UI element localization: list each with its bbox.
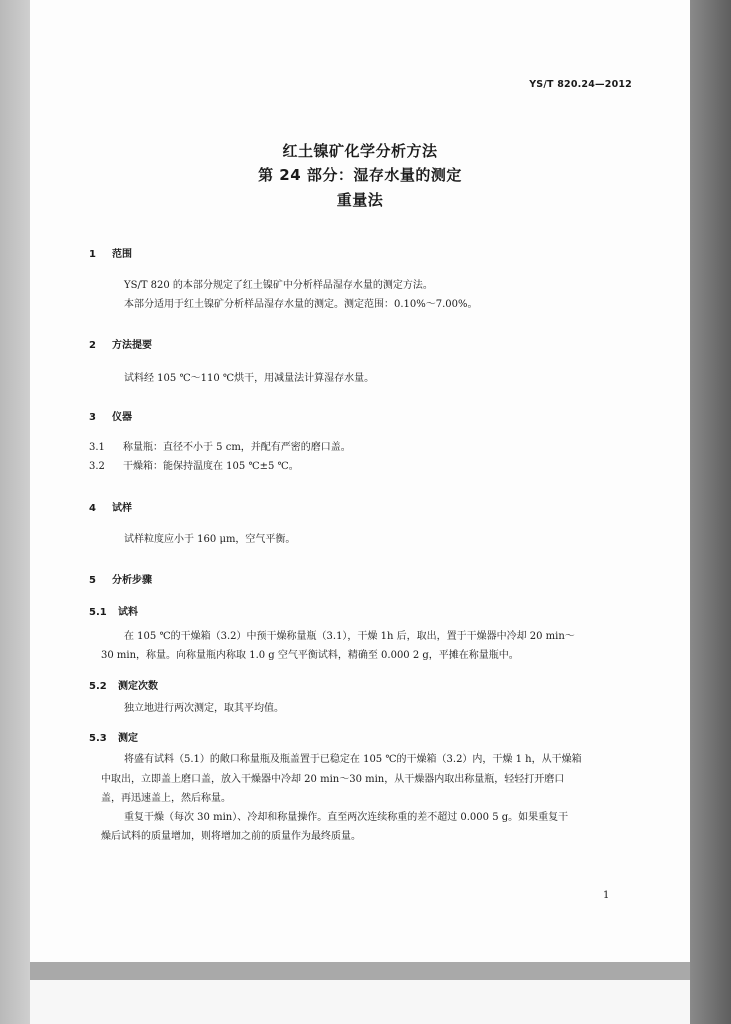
section-title: 试样 <box>112 503 132 514</box>
page-number: 1 <box>603 890 610 901</box>
viewer-right-margin <box>690 0 731 1024</box>
section-title: 分析步骤 <box>112 575 152 586</box>
section-title: 仪器 <box>112 412 132 423</box>
paragraph-line: 30 min，称量。向称量瓶内称取 1.0 g 空气平衡试料，精确至 0.000 2 g，平摊在称量瓶中。 <box>101 650 519 661</box>
subsection-5-3-heading <box>89 729 138 744</box>
paragraph-line: 在 105 ℃的干燥箱（3.2）中预干燥称量瓶（3.1），干燥 1h 后，取出，置于干燥器中冷却 20 min～ <box>124 631 575 642</box>
viewer-left-margin <box>0 0 30 1024</box>
section-2-heading <box>89 336 152 351</box>
paragraph-line: 独立地进行两次测定，取其平均值。 <box>124 703 284 714</box>
section-title: 范围 <box>112 249 132 260</box>
next-page-edge <box>30 980 690 1024</box>
section-number: 3 <box>89 412 96 423</box>
section-number: 2 <box>89 340 96 351</box>
document-page <box>30 0 690 962</box>
title-line-3: 重量法 <box>336 191 384 209</box>
title-line-1: 红土镍矿化学分析方法 <box>282 142 438 160</box>
list-item <box>89 443 351 453</box>
section-number: 5.2 <box>89 681 107 692</box>
section-title: 试料 <box>118 607 138 618</box>
section-title: 测定 <box>118 733 138 744</box>
paragraph-line: 将盛有试料（5.1）的敞口称量瓶及瓶盖置于已稳定在 105 ℃的干燥箱（3.2）内，干燥 1 h，从干燥箱 <box>124 754 582 765</box>
paragraph: 试料经 105 ℃～110 ℃烘干，用减量法计算湿存水量。 <box>124 373 375 384</box>
standard-code: YS/T 820.24—2012 <box>529 79 632 90</box>
paragraph-line: 盖，再迅速盖上，然后称量。 <box>101 793 231 804</box>
paragraph: YS/T 820 的本部分规定了红土镍矿中分析样品湿存水量的测定方法。 <box>124 280 433 291</box>
paragraph-line: 中取出，立即盖上磨口盖，放入干燥器中冷却 20 min～30 min，从干燥器内取出称量瓶，轻轻打开磨口 <box>101 774 565 785</box>
paragraph-line: 重复干燥（每次 30 min）、冷却和称量操作。直至两次连续称重的差不超过 0.000 5 g。如果重复干 <box>124 812 569 823</box>
subsection-5-2-heading <box>89 677 158 692</box>
section-number: 5.1 <box>89 607 107 618</box>
section-number: 4 <box>89 503 96 514</box>
section-3-heading <box>89 408 132 423</box>
section-title: 方法提要 <box>112 340 152 351</box>
section-1-heading <box>89 245 132 260</box>
item-text: 干燥箱：能保持温度在 105 ℃±5 ℃。 <box>123 461 299 472</box>
section-number: 1 <box>89 249 96 260</box>
list-item <box>89 462 299 472</box>
paragraph: 试样粒度应小于 160 μm，空气平衡。 <box>124 534 296 545</box>
section-number: 5.3 <box>89 733 107 744</box>
section-4-heading <box>89 499 132 514</box>
subsection-5-1-heading <box>89 603 138 618</box>
item-number: 3.2 <box>89 461 105 472</box>
section-number: 5 <box>89 575 96 586</box>
paragraph-line: 燥后试料的质量增加，则将增加之前的质量作为最终质量。 <box>101 831 361 842</box>
paragraph: 本部分适用于红土镍矿分析样品湿存水量的测定。测定范围：0.10%～7.00%。 <box>124 299 478 310</box>
item-number: 3.1 <box>89 442 105 453</box>
section-5-heading <box>89 571 152 586</box>
section-title: 测定次数 <box>118 681 158 692</box>
page-gap <box>30 962 690 980</box>
item-text: 称量瓶：直径不小于 5 cm，并配有严密的磨口盖。 <box>123 442 351 453</box>
title-line-2: 第 24 部分：湿存水量的测定 <box>258 166 462 184</box>
